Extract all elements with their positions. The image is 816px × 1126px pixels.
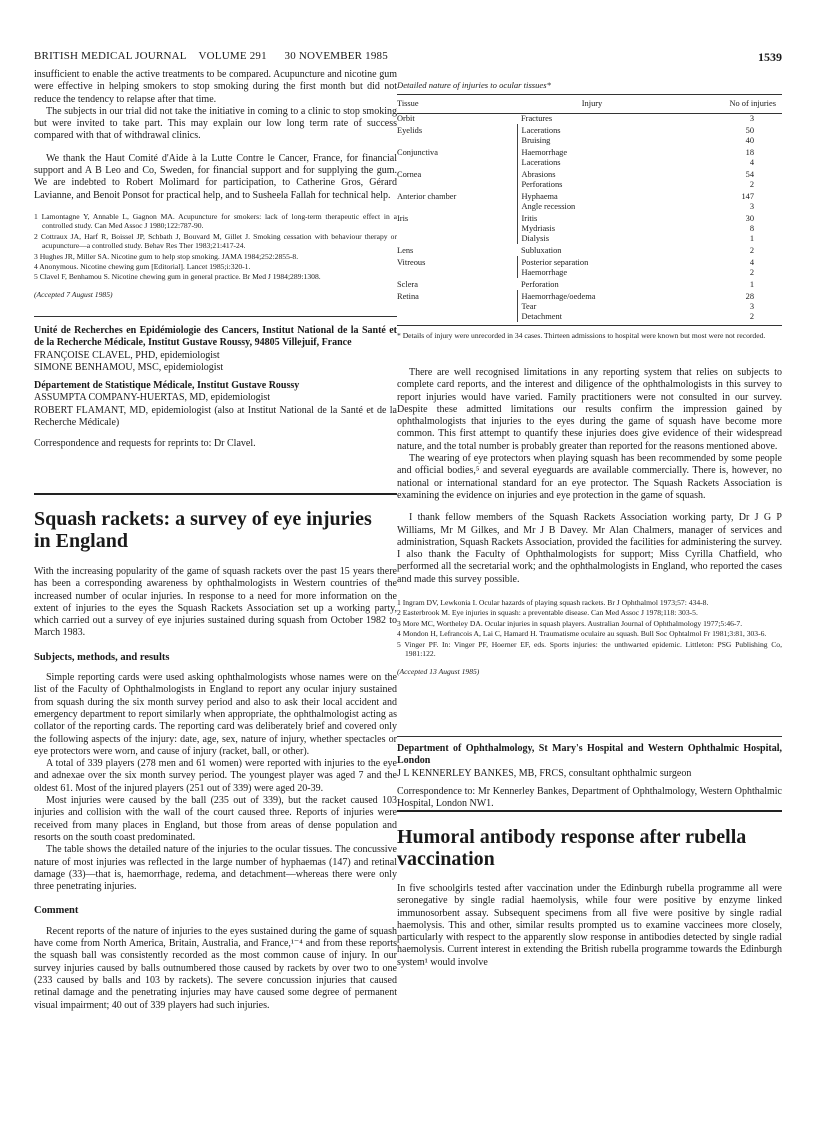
table-row	[397, 202, 782, 212]
table-rule	[397, 94, 782, 95]
tissue-cell: Eyelids	[397, 126, 423, 135]
table-row	[397, 290, 782, 302]
table-row	[397, 312, 782, 322]
acknowledgements: We thank the Haut Comité d'Aide à la Lutte Contre le Cancer, France, for financial support and A B Leo and Co, Sweden, for financial support and for supplying the gum. We are indebted to Robert Molimard for participation, to Catherine Gros, Gérard Lavianne, and Benoit Ponsot for practical help, and to Susheela Fallah for technical help.	[34, 152, 397, 201]
article-body	[34, 566, 397, 1012]
paragraph: There are well recognised limitations in any reporting system that relies on subjects to complete card reports, and the interest and diligence of the ophthalmologists in this survey to report injuries would have varied. Family practitioners were not consulted in our survey. Despite these admitted limitations our results confirm the impression gained by ophthalmologists that injuries to the eyes during the game of squash have become more common. This first attempt to quantify these injuries does give evidence of their widespread nature, and the total number is probably greater than reported for the reasons mentioned above.	[397, 367, 782, 452]
table-caption: Detailed nature of injuries to ocular tissues*	[397, 80, 551, 90]
table-row	[397, 212, 782, 224]
tissue-cell	[397, 224, 517, 234]
running-header	[34, 50, 782, 64]
injury-cell: Haemorrhage	[517, 146, 667, 158]
table-row	[397, 268, 782, 278]
affiliation: Department of Ophthalmology, St Mary's Hospital and Western Ophthalmic Hospital, London	[397, 743, 782, 767]
tissue-cell	[397, 202, 517, 212]
table-row	[397, 234, 782, 244]
table-row	[397, 224, 782, 234]
journal-name: BRITISH MEDICAL JOURNAL	[34, 50, 187, 62]
count-cell: 2	[749, 180, 754, 189]
count-cell: 3	[749, 202, 754, 211]
injury-cell: Detachment	[517, 312, 667, 322]
table-row	[397, 244, 782, 256]
table-rule	[397, 325, 782, 326]
paragraph: In five schoolgirls tested after vaccination under the Edinburgh rubella programme all were seronegative by single radial haemolysis, while four were positive by enzyme linked immunosorbent assay. Subsequent specimens from all five were positive by single radial haemolysis. This and other, similar results prompted us to examine vaccinees more closely, particularly with respect to the apparently slow response in antibodies detected by single radial haemolysis. Current interest in extending the British rubella programme towards the Edinburgh system¹ would involve	[397, 883, 782, 968]
author: ASSUMPTA COMPANY-HUERTAS, MD, epidemiologist	[34, 392, 271, 404]
article-title: Squash rackets: a survey of eye injuries in England	[34, 508, 372, 552]
affiliation: Département de Statistique Médicale, Institut Gustave Roussy	[34, 380, 300, 392]
table-footnote: * Details of injury were unrecorded in 34 cases. Thirteen admissions to hospital were known but most were not recorded.	[397, 331, 766, 340]
reference-list	[34, 212, 397, 282]
injury-cell: Haemorrhage	[517, 268, 667, 278]
count-cell: 2	[749, 268, 754, 277]
table-row	[397, 158, 782, 168]
tissue-cell	[397, 136, 517, 146]
table-row	[397, 124, 782, 136]
reference: 3 More MC, Wortheley DA. Ocular injuries in squash players. Australian Journal of Ophthalmology 1977;5:46-7.	[397, 618, 743, 628]
left-column-top	[34, 69, 397, 299]
count-cell: 50	[745, 126, 754, 135]
count-cell: 30	[745, 214, 754, 223]
injury-table	[397, 95, 782, 322]
volume: VOLUME 291	[198, 50, 267, 62]
paragraph: insufficient to enable the active treatments to be compared. Acupuncture and nicotine gum were effective in helping smokers to stop smoking during the first month but did not reduce the tendency to relapse after that time.	[34, 69, 397, 105]
accepted-date: (Accepted 7 August 1985)	[34, 289, 113, 299]
tissue-cell: Iris	[397, 214, 409, 223]
divider	[397, 736, 782, 737]
section-divider	[34, 493, 397, 495]
injury-cell: Tear	[517, 302, 667, 312]
tissue-cell: Retina	[397, 292, 419, 301]
tissue-cell	[397, 180, 517, 190]
author: J L KENNERLEY BANKES, MB, FRCS, consultant ophthalmic surgeon	[397, 767, 692, 779]
tissue-cell	[397, 302, 517, 312]
table-row	[397, 190, 782, 202]
paragraph: Simple reporting cards were used asking ophthalmologists whose names were on the list of the Faculty of Ophthalmologists in England to report any ocular injury sustained from squash during the six month survey period and also to ask their local accident and emergency department to report similarly when appropriate, the ophthalmologist acting as collator of the reporting cards. The reporting card was deliberately brief and covered only the following aspects of the injury: date, age, sex, nature of injury, whether spectacles or eye protectors were worn, and cause of injury (racket, ball, or other).	[34, 672, 397, 757]
section-divider	[397, 810, 782, 812]
injury-cell: Fractures	[521, 114, 553, 123]
table-row	[397, 136, 782, 146]
injury-cell: Angle recession	[517, 202, 667, 212]
author-block	[397, 743, 782, 810]
correspondence: Correspondence to: Mr Kennerley Bankes, Department of Ophthalmology, Western Ophthalmic Hospital, London NW1.	[397, 785, 782, 810]
abstract-2	[397, 883, 782, 969]
accepted-date: (Accepted 13 August 1985)	[397, 667, 480, 677]
reference: 1 Lamontagne Y, Annable L, Gagnon MA. Acupuncture for smokers: lack of long-term therapeutic effect in a controlled study. Can Med Assoc J 1980;122:787-90.	[34, 211, 397, 231]
table-row	[397, 180, 782, 190]
reference: 4 Anonymous. Nicotine chewing gum [Editorial]. Lancet 1985;i:320-1.	[34, 262, 251, 271]
count-cell: 3	[749, 302, 754, 311]
paragraph: Most injuries were caused by the ball (235 out of 339), but the racket caused 103 injuries and collision with the wall of the court caused three. Reports of injuries were received from many places in England, but those from areas of dense population and resorts on the south coast predominated.	[34, 795, 397, 843]
count-cell: 2	[749, 246, 754, 255]
author-block	[34, 325, 397, 451]
injury-cell: Mydriasis	[517, 224, 667, 234]
paragraph: The subjects in our trial did not take the initiative in coming to a clinic to stop smoking but were invited to take part. This may explain our low long term rate of success compared with that of withdrawal clinics.	[34, 105, 397, 142]
injury-cell: Perforations	[517, 180, 667, 190]
acknowledgements: I thank fellow members of the Squash Rackets Association working party, Dr J G P Williams, Mr M Gilkes, and Mr J B Davey. Mr Alan Chalmers, manager of services and administration, Squash Rackets Association, provided the facilities for administering the survey. I also thank the Faculty of Ophthalmologists for support; Miss Cyrilla Chatfield, who performed all the secretarial work; and the ophthalmologists in England, who reported the cases and made this survey possible.	[397, 512, 782, 585]
page-number: 1539	[758, 50, 782, 64]
tissue-cell: Lens	[397, 246, 414, 255]
reference: 4 Mondon H, Lefrancois A, Lai C, Hamard H. Traumatisme oculaire au squash. Bull Soc Ophtalmol Fr 1981;3:81, 303-6.	[397, 629, 767, 639]
count-cell: 4	[749, 258, 754, 267]
count-cell: 1	[749, 280, 754, 289]
tissue-cell: Orbit	[397, 114, 415, 123]
article-title-2: Humoral antibody response after rubella vaccination	[397, 826, 747, 870]
reference: 1 Ingram DV, Lewkonia I. Ocular hazards of playing squash rackets. Br J Ophthalmol 1973;57: 434-8.	[397, 598, 709, 608]
section-heading: Subjects, methods, and results	[34, 651, 170, 663]
injury-table-block	[397, 80, 782, 340]
right-column-body	[397, 367, 782, 677]
author: SIMONE BENHAMOU, MSC, epidemiologist	[34, 361, 224, 373]
header-cell: Injury	[581, 99, 603, 108]
tissue-cell	[397, 158, 517, 168]
count-cell: 40	[745, 136, 754, 145]
count-cell: 4	[749, 158, 754, 167]
count-cell: 54	[745, 170, 754, 179]
abstract: With the increasing popularity of the game of squash rackets over the past 15 years there has been a corresponding awareness by ophthalmologists in Western countries of the increased number of ocular injuries. In response to a need for more information on the extent of injuries to the eyes the Squash Rackets Association set up a working party, which carried out a survey of eye injuries sustained during squash from October 1982 to March 1983.	[34, 566, 397, 639]
table-row	[397, 302, 782, 312]
tissue-cell: Conjunctiva	[397, 148, 438, 157]
author: ROBERT FLAMANT, MD, epidemiologist (also at Institut National de la Santé et de la Recherche Médicale)	[34, 404, 397, 429]
count-cell: 8	[749, 224, 754, 233]
issue-date: 30 NOVEMBER 1985	[284, 50, 388, 62]
paragraph: The wearing of eye protectors when playing squash has been recommended by some people and official bodies,⁵ and several eyeguards are available commercially. There is, however, no national or international standard for an eye protector. The Squash Rackets Association is examining the evidence on injuries and eye protection in the game of squash.	[397, 453, 782, 501]
count-cell: 3	[749, 114, 754, 123]
injury-cell: Subluxation	[521, 246, 562, 255]
correspondence: Correspondence and requests for reprints to: Dr Clavel.	[34, 438, 256, 450]
author: FRANÇOISE CLAVEL, PHD, epidemiologist	[34, 349, 220, 361]
reference: 3 Hughes JR, Miller SA. Nicotine gum to help stop smoking. JAMA 1984;252:2855-8.	[34, 251, 299, 261]
injury-cell: Perforation	[521, 280, 559, 289]
header-cell: Tissue	[397, 99, 419, 108]
table-row	[397, 146, 782, 158]
injury-cell: Lacerations	[517, 124, 667, 136]
table-row	[397, 278, 782, 290]
table-row	[397, 168, 782, 180]
count-cell: 2	[749, 312, 754, 321]
reference: 5 Vinger PF. In: Vinger PF, Hoerner EF, eds. Sports injuries: the unthwarted epidemic. Littleton: PSG Publishing Co, 1981:122.	[397, 639, 782, 659]
reference: 2 Easterbrook M. Eye injuries in squash: a preventable disease. Can Med Assoc J 1978;118: 303-5.	[397, 608, 698, 618]
section-heading: Comment	[34, 905, 79, 917]
injury-cell: Lacerations	[517, 158, 667, 168]
table-header-row	[397, 95, 782, 114]
count-cell: 28	[745, 292, 754, 301]
affiliation: Unité de Recherches en Epidémiologie des Cancers, Institut National de la Santé et de la Recherche Médicale, Institut Gustave Roussy, 94805 Villejuif, France	[34, 325, 397, 349]
injury-cell: Bruising	[517, 136, 667, 146]
paragraph: A total of 339 players (278 men and 61 women) were reported with injuries to the eye and adnexae over the six month survey period. The youngest player was aged 7 and the oldest 61. Most of the injured players (251 out of 339) were aged 20-39.	[34, 758, 397, 794]
count-cell: 147	[741, 192, 754, 201]
reference-list	[397, 598, 782, 658]
reference: 2 Cottraux JA, Harf R, Boissel JP, Schbath J, Bouvard M, Gillet J. Smoking cessation with behaviour therapy or acupuncture—a controlled study. Behav Res Ther 1983;21:417-24.	[34, 231, 397, 251]
injury-cell: Abrasions	[517, 168, 667, 180]
tissue-cell: Vitreous	[397, 258, 426, 267]
injury-cell: Dialysis	[517, 234, 667, 244]
journal-info	[34, 50, 388, 62]
paragraph: Recent reports of the nature of injuries to the eyes sustained during the game of squash have come from North America, Britain, Australia, and France,¹⁻⁴ and from these reports the squash ball was consistently recorded as the most common cause of injury. In our survey injuries caused by balls outnumbered those caused by rackets by over two to one (233 caused by balls and 103 by rackets). The severe concussion injuries that caused retinal damage and the penetrating injuries may have caused some degree of permanent visual impairment; 40 out of 339 players had such injuries.	[34, 925, 397, 1011]
count-cell: 1	[749, 234, 754, 243]
injury-cell: Iritis	[517, 212, 667, 224]
table-row	[397, 114, 782, 125]
tissue-cell	[397, 234, 517, 244]
count-cell: 18	[745, 148, 754, 157]
tissue-cell	[397, 312, 517, 322]
tissue-cell: Anterior chamber	[397, 192, 457, 201]
tissue-cell: Cornea	[397, 170, 422, 179]
injury-cell: Posterior separation	[517, 256, 667, 268]
reference: 5 Clavel F, Benhamou S. Nicotine chewing gum in general practice. Br Med J 1984;289:1308.	[34, 272, 321, 282]
injury-cell: Hyphaema	[517, 190, 667, 202]
divider	[34, 316, 397, 317]
injury-cell: Haemorrhage/oedema	[517, 290, 667, 302]
paragraph: The table shows the detailed nature of the injuries to the ocular tissues. The concussive nature of most injuries was reflected in the large number of hyphaemas (147) and retinal damage (33)—that is, haemorrhage, redema, and detachment—whereas there were only three penetrating injuries.	[34, 844, 397, 893]
tissue-cell	[397, 268, 517, 278]
tissue-cell: Sclera	[397, 280, 418, 289]
header-cell: No of injuries	[729, 99, 776, 108]
table-row	[397, 256, 782, 268]
